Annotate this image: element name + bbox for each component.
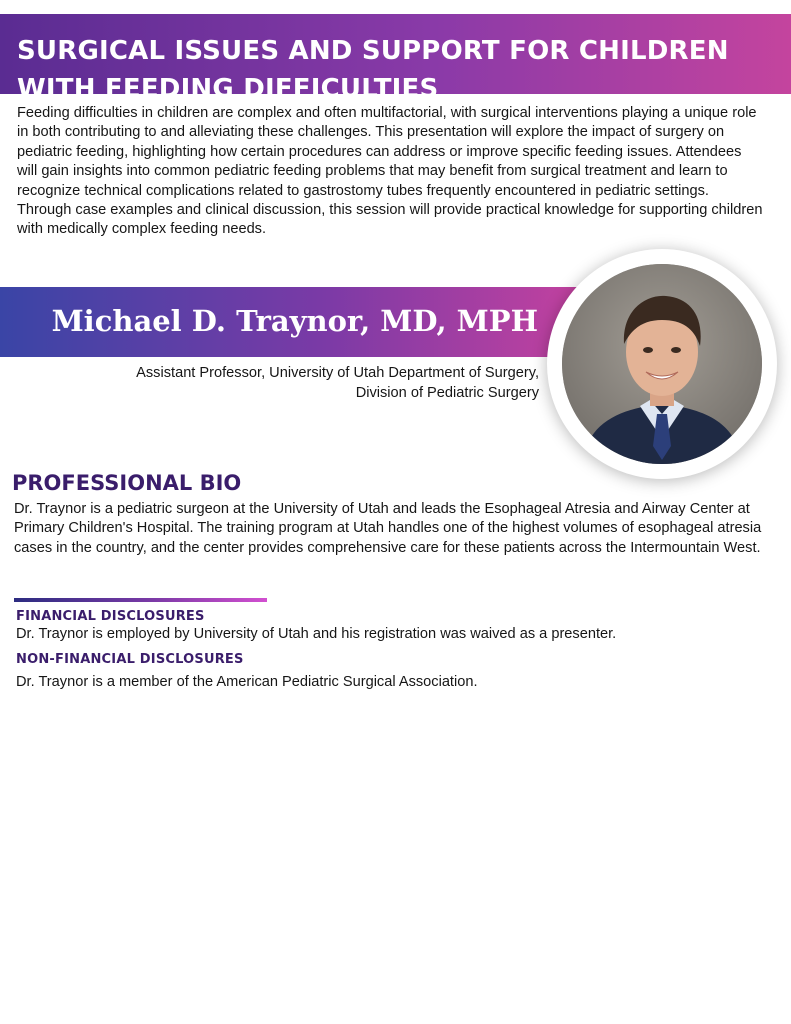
financial-disclosures-heading: FINANCIAL DISCLOSURES [16, 609, 205, 624]
speaker-photo-frame [547, 249, 777, 479]
title-banner [0, 14, 791, 104]
speaker-portrait-illustration [562, 264, 762, 464]
bio-heading: PROFESSIONAL BIO [12, 471, 242, 495]
speaker-affiliation [79, 363, 539, 403]
nonfinancial-disclosures-text: Dr. Traynor is a member of the American Pediatric Surgical Association. [16, 674, 478, 690]
affiliation-line-1: Assistant Professor, University of Utah Department of Surgery, [136, 365, 539, 381]
bio-text: Dr. Traynor is a pediatric surgeon at the University of Utah and leads the Esophageal Atresia and Airway Center at Primary Children's Hospital. The training program at Utah handles one of the highest volumes of esophageal atresia cases in the country, and the center provides comprehensive care for these patients across the Intermountain West. [14, 501, 762, 556]
section-divider [14, 598, 267, 602]
speaker-name: Michael D. Traynor, MD, MPH [51, 304, 538, 338]
abstract-text: Feeding difficulties in children are complex and often multifactorial, with surgical interventions playing a unique role in both contributing to and alleviating these challenges. This presentation will explore the impact of surgery on pediatric feeding, highlighting how certain procedures can address or improve specific feeding issues. Attendees will gain insights into common pediatric feeding problems that may benefit from surgical treatment and learn to recognize technical complications related to gastrostomy tubes frequently encountered in pediatric settings. Through case examples and clinical discussion, this session will provide practical knowledge for supporting children with medically complex feeding needs. [17, 105, 763, 238]
affiliation-line-2: Division of Pediatric Surgery [355, 385, 539, 401]
financial-disclosures-text: Dr. Traynor is employed by University of Utah and his registration was waived as a presenter. [16, 626, 617, 642]
speaker-name-banner [0, 287, 590, 357]
speaker-photo [562, 264, 762, 464]
page-title: SURGICAL ISSUES AND SUPPORT FOR CHILDREN WITH FEEDING DIFFICULTIES [17, 36, 729, 104]
nonfinancial-disclosures-heading: NON-FINANCIAL DISCLOSURES [16, 652, 244, 667]
